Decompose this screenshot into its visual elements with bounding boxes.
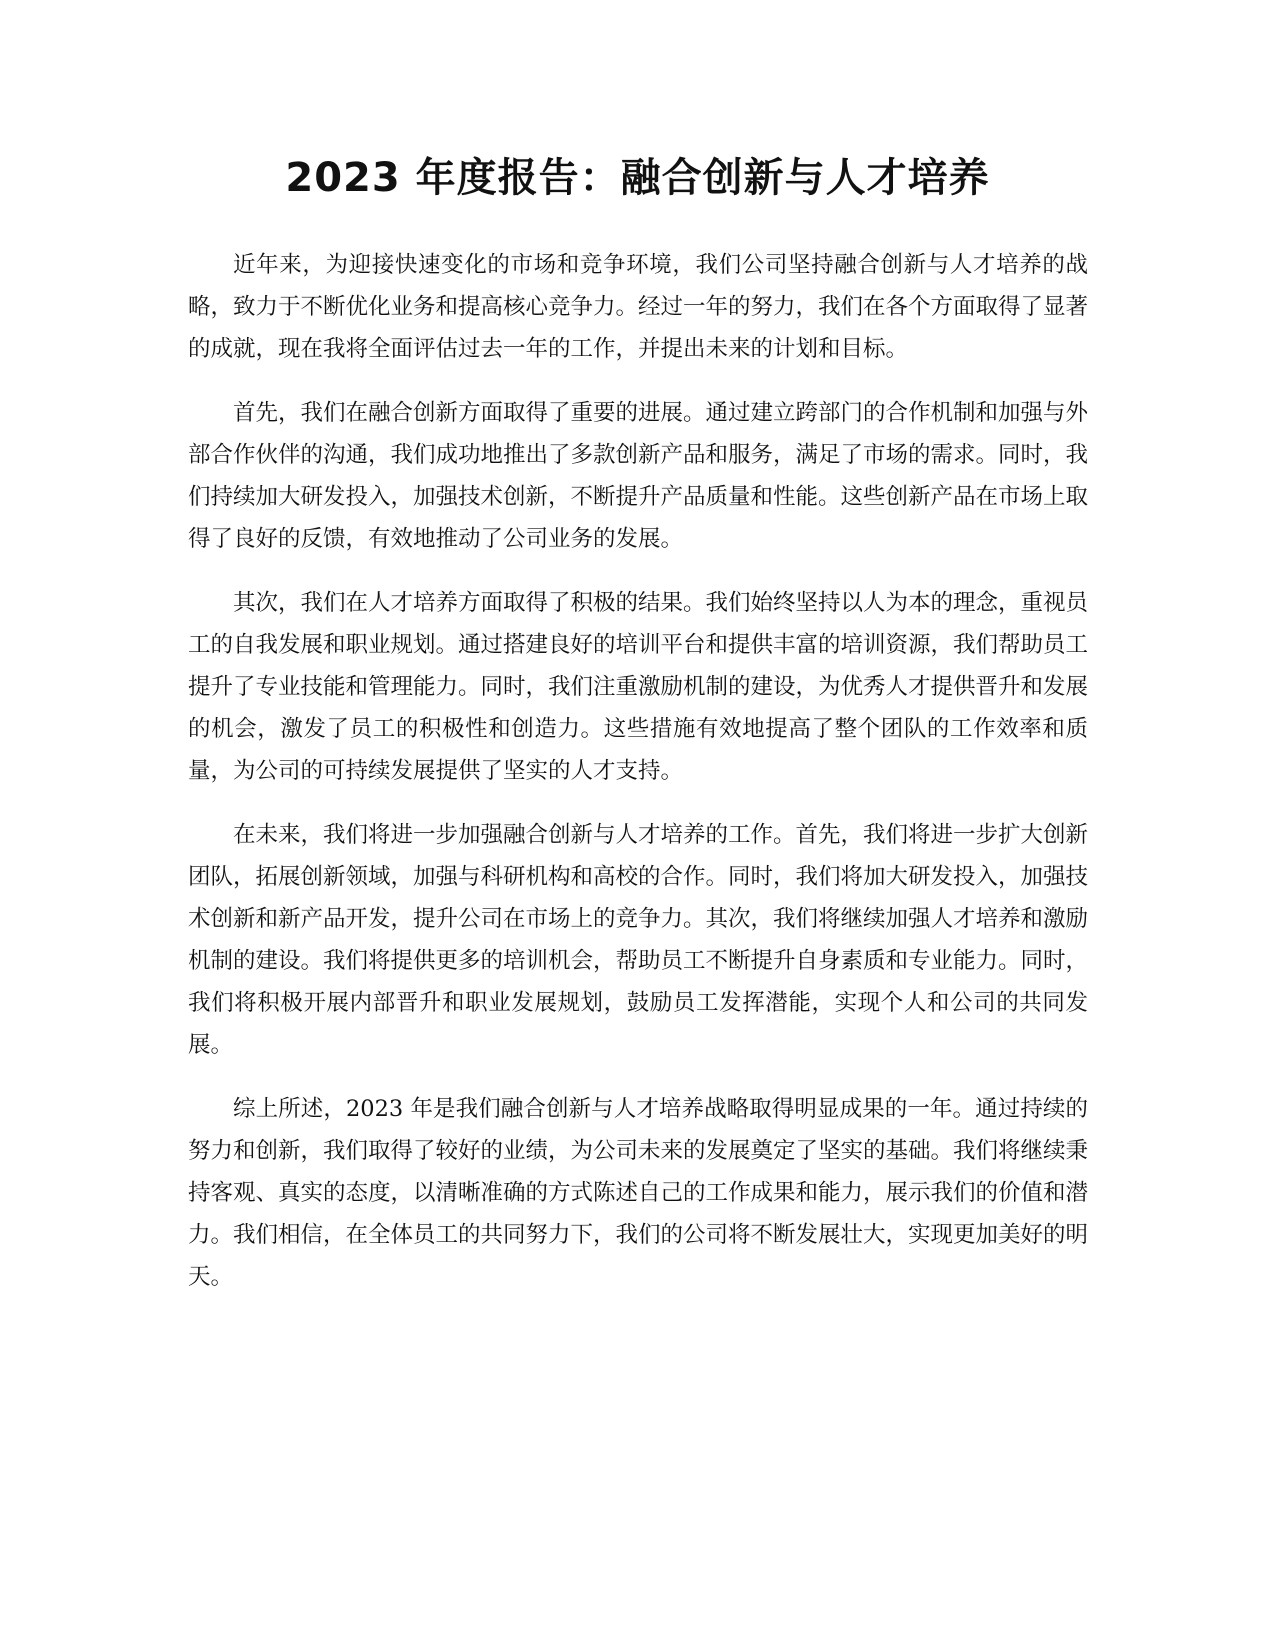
paragraph-future: 在未来，我们将进一步加强融合创新与人才培养的工作。首先，我们将进一步扩大创新团队，拓展创新领域，加强与科研机构和高校的合作。同时，我们将加大研发投入，加强技术创新和新产品开发，提升公司在市场上的竞争力。其次，我们将继续加强人才培养和激励机制的建设。我们将提供更多的培训机会，帮助员工不断提升自身素质和专业能力。同时，我们将积极开展内部晋升和职业发展规划，鼓励员工发挥潜能，实现个人和公司的共同发展。	[188, 822, 1089, 1058]
paragraph-summary: 综上所述，2023 年是我们融合创新与人才培养战略取得明显成果的一年。通过持续的努力和创新，我们取得了较好的业绩，为公司未来的发展奠定了坚实的基础。我们将继续秉持客观、真实的态度，以清晰准确的方式陈述自己的工作成果和能力，展示我们的价值和潜力。我们相信，在全体员工的共同努力下，我们的公司将不断发展壮大，实现更加美好的明天。	[188, 1096, 1089, 1290]
paragraph-talent: 其次，我们在人才培养方面取得了积极的结果。我们始终坚持以人为本的理念，重视员工的自我发展和职业规划。通过搭建良好的培训平台和提供丰富的培训资源，我们帮助员工提升了专业技能和管理能力。同时，我们注重激励机制的建设，为优秀人才提供晋升和发展的机会，激发了员工的积极性和创造力。这些措施有效地提高了整个团队的工作效率和质量，为公司的可持续发展提供了坚实的人才支持。	[188, 590, 1089, 784]
document-title: 2023 年度报告：融合创新与人才培养	[285, 155, 990, 201]
document-body	[188, 244, 1088, 1320]
paragraph-innovation: 首先，我们在融合创新方面取得了重要的进展。通过建立跨部门的合作机制和加强与外部合作伙伴的沟通，我们成功地推出了多款创新产品和服务，满足了市场的需求。同时，我们持续加大研发投入，加强技术创新，不断提升产品质量和性能。这些创新产品在市场上取得了良好的反馈，有效地推动了公司业务的发展。	[188, 400, 1089, 552]
paragraph-intro: 近年来，为迎接快速变化的市场和竞争环境，我们公司坚持融合创新与人才培养的战略，致力于不断优化业务和提高核心竞争力。经过一年的努力，我们在各个方面取得了显著的成就，现在我将全面评估过去一年的工作，并提出未来的计划和目标。	[188, 252, 1089, 362]
